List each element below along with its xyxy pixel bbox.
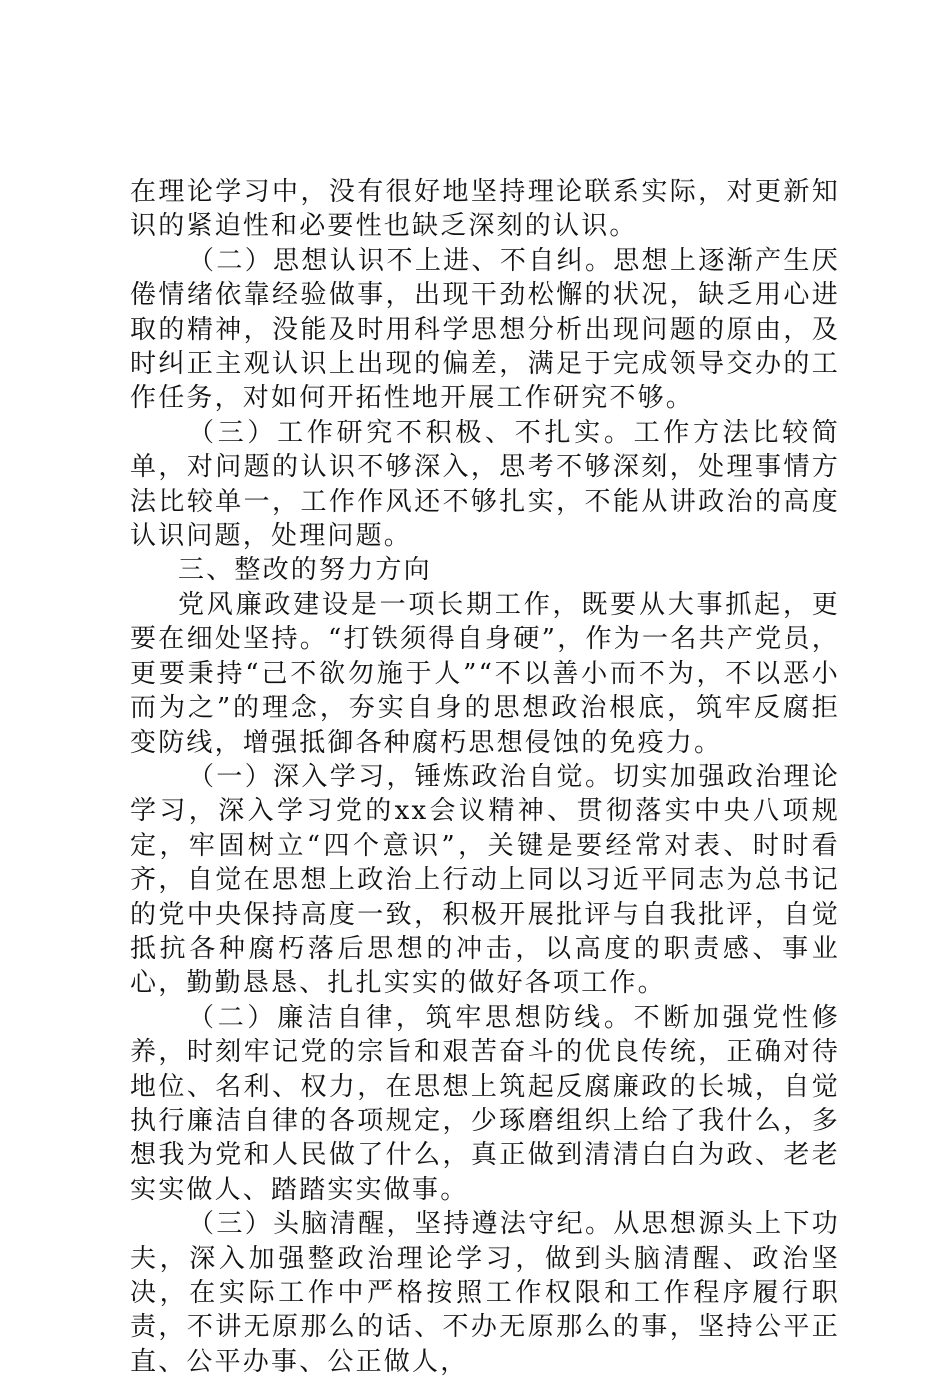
section-heading-rectification-direction: 三、整改的努力方向 (178, 555, 432, 586)
paragraph-problem-two: （二）思想认识不上进、不自纠。思想上逐渐产生厌倦情绪依靠经验做事，出现干劲松懈的状况，缺乏用心进取的精神，没能及时用科学思想分析出现问题的原由，及时纠正主观认识上出现的偏差，满足于完成领导交办的工作任务，对如何开拓性地开展工作研究不够。 (130, 245, 840, 414)
document-body (130, 175, 840, 1379)
paragraph-measure-one: （一）深入学习，锤炼政治自觉。切实加强政治理论学习，深入学习党的xx会议精神、贯彻落实中央八项规定，牢固树立“四个意识”，关键是要经常对表、时时看齐，自觉在思想上政治上行动上同以习近平同志为总书记的党中央保持高度一致，积极开展批评与自我批评，自觉抵抗各种腐朽落后思想的冲击，以高度的职责感、事业心，勤勤恳恳、扎扎实实的做好各项工作。 (130, 761, 840, 999)
paragraph-party-conduct-intro: 党风廉政建设是一项长期工作，既要从大事抓起，更要在细处坚持。“打铁须得自身硬”，作为一名共产党员，更要秉持“己不欲勿施于人”“不以善小而不为，不以恶小而为之”的理念，夯实自身的思想政治根底，筑牢反腐拒变防线，增强抵御各种腐朽思想侵蚀的免疫力。 (130, 589, 840, 758)
paragraph-measure-two: （二）廉洁自律，筑牢思想防线。不断加强党性修养，时刻牢记党的宗旨和艰苦奋斗的优良传统，正确对待地位、名利、权力，在思想上筑起反腐廉政的长城，自觉执行廉洁自律的各项规定，少琢磨组织上给了我什么，多想我为党和人民做了什么，真正做到清清白白为政、老老实实做人、踏踏实实做事。 (130, 1002, 840, 1205)
paragraph-problem-three: （三）工作研究不积极、不扎实。工作方法比较简单，对问题的认识不够深入，思考不够深刻，处理事情方法比较单一，工作作风还不够扎实，不能从讲政治的高度认识问题，处理问题。 (130, 417, 840, 552)
paragraph-continuation: 在理论学习中，没有很好地坚持理论联系实际，对更新知识的紧迫性和必要性也缺乏深刻的认识。 (130, 177, 840, 242)
paragraph-measure-three: （三）头脑清醒，坚持遵法守纪。从思想源头上下功夫，深入加强整政治理论学习，做到头脑清醒、政治坚决，在实际工作中严格按照工作权限和工作程序履行职责，不讲无原那么的话、不办无原那么的事，坚持公平正直、公平办事、公正做人， (130, 1209, 840, 1377)
